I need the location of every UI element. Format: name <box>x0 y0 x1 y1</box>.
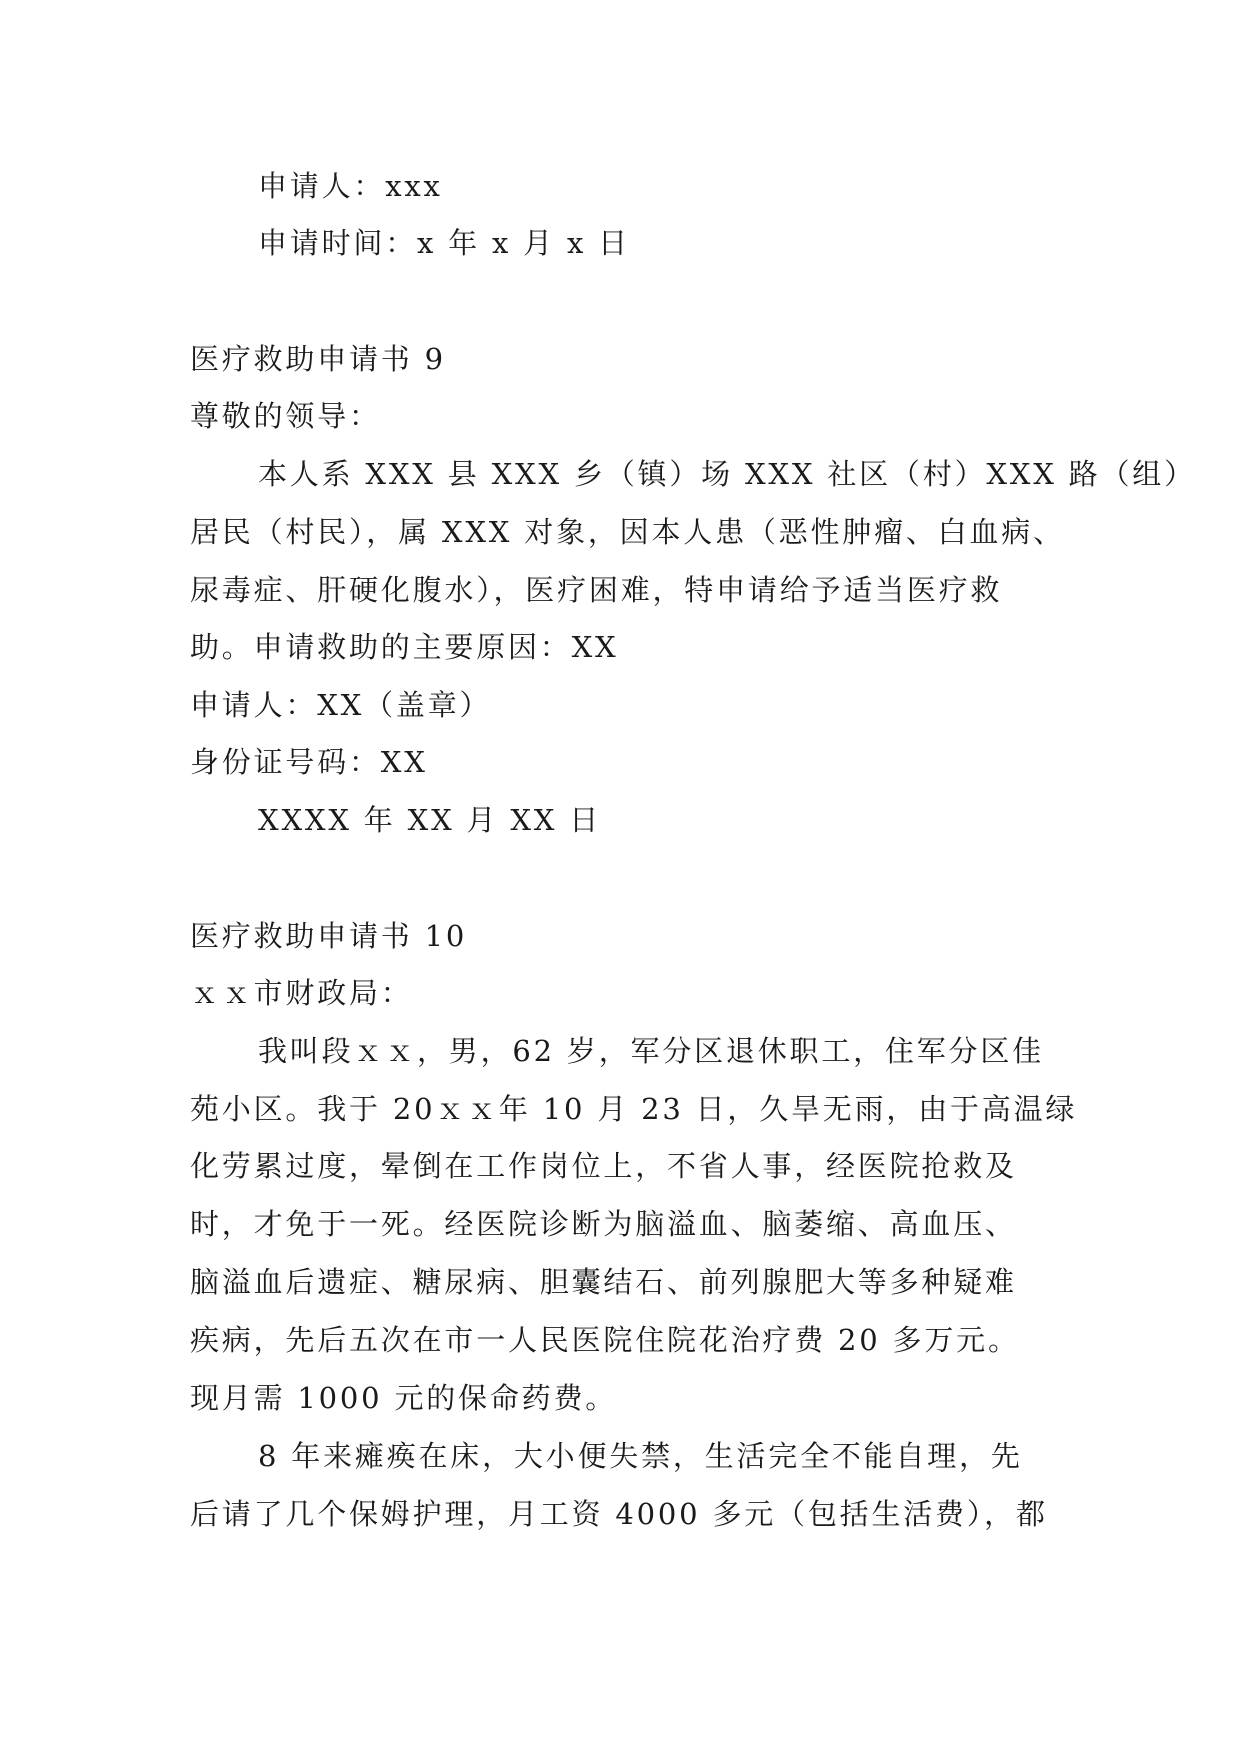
section-10-para1-line: 脑溢血后遗症、糖尿病、胆囊结石、前列腺肥大等多种疑难 <box>190 1265 1017 1299</box>
section-10-para1-line: 苑小区。我于 20ｘｘ年 10 月 23 日，久旱无雨，由于高温绿 <box>190 1092 1078 1126</box>
section-10-salutation: ｘｘ市财政局： <box>190 976 413 1010</box>
section-9-body-line: 尿毒症、肝硬化腹水），医疗困难，特申请给予适当医疗救 <box>190 573 1003 607</box>
section-10-para1-line: 疾病，先后五次在市一人民医院住院花治疗费 20 多万元。 <box>190 1323 1020 1357</box>
section-10-para2-line: 8 年来瘫痪在床，大小便失禁，生活完全不能自理，先 <box>258 1439 1023 1473</box>
section-10-para2-line: 后请了几个保姆护理，月工资 4000 多元（包括生活费），都 <box>190 1497 1048 1531</box>
section-9-salutation: 尊敬的领导： <box>190 399 381 433</box>
section-10-title: 医疗救助申请书 10 <box>190 919 468 953</box>
apply-time-line: 申请时间：x 年 x 月 x 日 <box>258 226 630 260</box>
section-10-para1-line: 化劳累过度，晕倒在工作岗位上，不省人事，经医院抢救及 <box>190 1149 1017 1183</box>
section-9-date: XXXX 年 XX 月 XX 日 <box>258 803 602 837</box>
applicant-line: 申请人：xxx <box>258 169 443 203</box>
section-10-para1-line: 我叫段ｘｘ，男，62 岁，军分区退休职工，住军分区佳 <box>258 1034 1044 1068</box>
section-10-para1-line: 时，才免于一死。经医院诊断为脑溢血、脑萎缩、高血压、 <box>190 1207 1017 1241</box>
section-9-body-line: 本人系 XXX 县 XXX 乡（镇）场 XXX 社区（村）XXX 路（组） <box>258 457 1196 491</box>
section-9-applicant: 申请人：XX（盖章） <box>190 688 492 722</box>
section-9-body-line: 居民（村民），属 XXX 对象，因本人患（恶性肿瘤、白血病、 <box>190 515 1065 549</box>
section-9-body-line: 助。申请救助的主要原因：XX <box>190 630 619 664</box>
section-10-para1-line: 现月需 1000 元的保命药费。 <box>190 1381 618 1415</box>
section-9-id-number: 身份证号码：XX <box>190 745 428 779</box>
section-9-title: 医疗救助申请书 9 <box>190 342 446 376</box>
